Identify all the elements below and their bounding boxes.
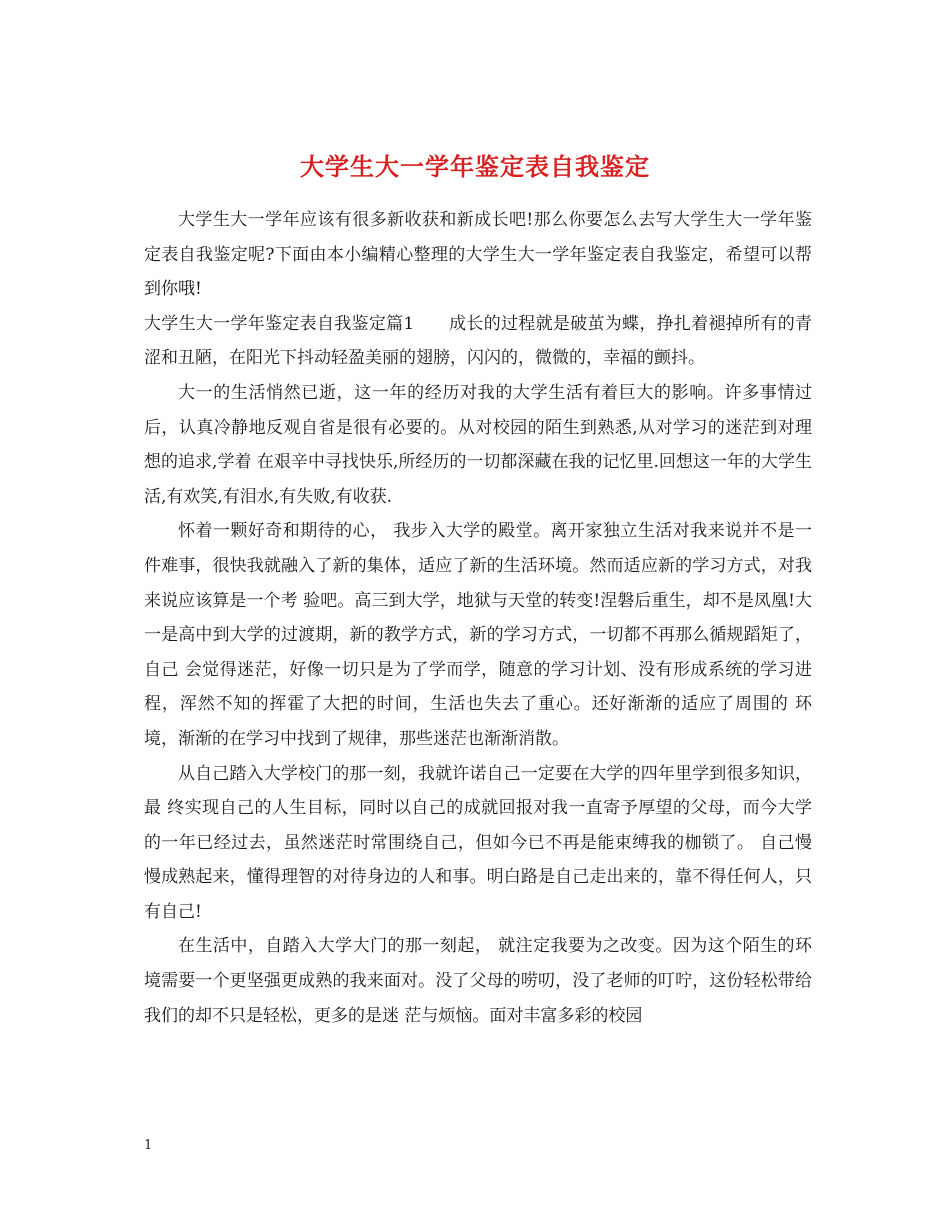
document-body <box>144 203 812 1033</box>
page-number: 1 <box>144 1138 153 1153</box>
document-title: 大学生大一学年鉴定表自我鉴定 <box>300 152 650 182</box>
body-paragraph: 怀着一颗好奇和期待的心， 我步入大学的殿堂。离开家独立生活对我来说并不是一件难事，很快我就融入了新的集体，适应了新的生活环境。然而适应新的学习方式，对我来说应该算是一个考 验吧。高三到大学，地狱与天堂的转变!涅磐后重生，却不是凤凰!大一是高中到大学的过渡期，新的教学方式，新的学习方式，一切都不再那么循规蹈矩了，自己 会觉得迷茫，好像一切只是为了学而学，随意的学习计划、没有形成系统的学习进程，浑然不知的挥霍了大把的时间，生活也失去了重心。还好渐渐的适应了周围的 环境，渐渐的在学习中找到了规律，那些迷茫也渐渐消散。 <box>144 521 812 749</box>
body-paragraph: 大一的生活悄然已逝，这一年的经历对我的大学生活有着巨大的影响。许多事情过后，认真冷静地反观自省是很有必要的。从对校园的陌生到熟悉,从对学习的迷茫到对理想的追求,学着 在艰辛中寻找快乐,所经历的一切都深藏在我的记忆里.回想这一年的大学生活,有欢笑,有泪水,有失败,有收获. <box>144 382 812 507</box>
body-paragraph: 在生活中，自踏入大学大门的那一刻起， 就注定我要为之改变。因为这个陌生的环境需要一个更坚强更成熟的我来面对。没了父母的唠叨，没了老师的叮咛，这份轻松带给我们的却不只是轻松，更多的是迷 茫与烦恼。面对丰富多彩的校园 <box>144 936 812 1026</box>
body-paragraph: 从自己踏入大学校门的那一刻，我就许诺自己一定要在大学的四年里学到很多知识，最 终实现自己的人生目标，同时以自己的成就回报对我一直寄予厚望的父母，而今大学的一年已经过去，虽然迷茫时常围绕自己，但如今已不再是能束缚我的枷锁了。 自己慢慢成熟起来，懂得理智的对待身边的人和事。明白路是自己走出来的，靠不得任何人，只有自己! <box>144 763 812 922</box>
section-heading-paragraph: 大学生大一学年鉴定表自我鉴定篇1 成长的过程就是破茧为蝶，挣扎着褪掉所有的青涩和丑陋，在阳光下抖动轻盈美丽的翅膀，闪闪的，微微的，幸福的颤抖。 <box>144 313 812 369</box>
intro-paragraph: 大学生大一学年应该有很多新收获和新成长吧!那么你要怎么去写大学生大一学年鉴定表自我鉴定呢?下面由本小编精心整理的大学生大一学年鉴定表自我鉴定，希望可以帮到你哦! <box>144 210 812 300</box>
